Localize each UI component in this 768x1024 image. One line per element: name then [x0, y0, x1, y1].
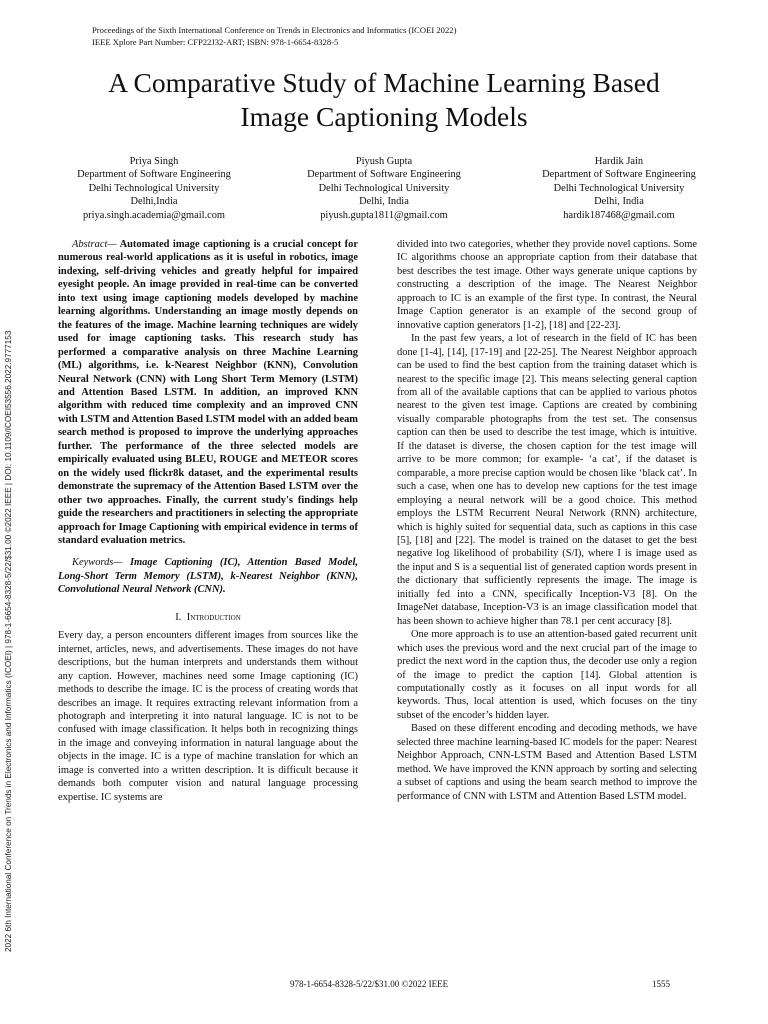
abstract-text: Automated image captioning is a crucial concept for numerous real-world applications as it is useful in robotics, image indexing, self-driving vehicles and greatly helpful for impaired eyesight people. An image provided in real-time can be converted into text using image captioning models developed by machine learning algorithms. Understanding an image mostly depends on the features of the image. Machine learning techniques are widely used for image captioning tasks. This research study has performed a comparative analysis on three Machine Learning (ML) algorithms, i.e. k-Nearest Neighbor (KNN), Convolution Neural Network (CNN) with Long Short Term Memory (LSTM) and Attention Based LSTM. In addition, an improved KNN algorithm with reduced time complexity and an improved CNN with LSTM and Attention Based LSTM model with an added beam search method is proposed to improve the underlying approaches further. The performance of the three selected models are empirically evaluated using BLEU, ROUGE and METEOR scores on the widely used flickr8k dataset, and the experimental results demonstrate the supremacy of the Attention Based LSTM over the other two approaches. Finally, the current study's findings help guide the researchers and practitioners in selecting the appropriate approach for Image Captioning with empirical evidence in terms of standard evaluation metrics. — [58, 239, 358, 546]
author-email: hardik187468@gmail.com — [563, 209, 675, 221]
author-department: Department of Software Engineering — [542, 169, 696, 181]
author-university: Delhi Technological University — [318, 182, 450, 194]
author-university: Delhi Technological University — [553, 182, 685, 194]
author-location: Delhi,India — [130, 196, 178, 208]
author-university: Delhi Technological University — [88, 182, 220, 194]
body-paragraph: Based on these different encoding and decoding methods, we have selected three machine learning-based IC models for the paper: Nearest Neighbor Approach, CNN-LSTM Based and Attention Based LSTM method. We have improved the KNN approach by sorting and selecting a subset of captions and using the beam search method to improve the performance of CNN with LSTM and Attention Based LSTM model. — [397, 723, 697, 802]
author-name: Priya Singh — [129, 156, 179, 167]
conference-header — [92, 24, 456, 49]
body-paragraph: divided into two categories, whether they provide novel captions. Some IC algorithms choose an appropriate caption from their database that best describes the test image. Other ways generate unique captions by constructing a description of the image. The Nearest Neighbor approach to IC is an example of the first type. In contrast, the Neural Image Caption generator is an example of the second group of innovative caption generators [1-2], [18] and [22-23]. — [397, 239, 697, 331]
page-number: 1555 — [652, 979, 670, 989]
doi-sidebar: 2022 6th International Conference on Trends in Electronics and Informatics (ICOEI) | 978-1-6654-8328-5/22/$31.00 ©2022 IEEE | DOI: 10.1109/ICOEI53556.2022.9777153 — [4, 330, 13, 952]
left-column — [58, 238, 358, 804]
title-line-2: Image Captioning Models — [240, 101, 528, 132]
section-title: Introduction — [186, 611, 241, 623]
part-number-line: IEEE Xplore Part Number: CFP22J32-ART; ISBN: 978-1-6654-8328-5 — [92, 37, 339, 48]
author-block — [44, 155, 264, 222]
body-paragraph: One more approach is to use an attention-based gated recurrent unit which uses the previous word and the next crucial part of the image to predict the next word in the caption thus, the decoder use only a region of the image to predict the caption [14]. Global attention is computationally costly as it focuses on all input words for all keywords. Thus, local attention is used, which focuses on the tiny subset of the encoder’s hidden layer. — [397, 629, 697, 721]
author-block — [509, 155, 729, 222]
footer-copyright: 978-1-6654-8328-5/22/$31.00 ©2022 IEEE — [290, 979, 449, 989]
author-location: Delhi, India — [594, 196, 644, 208]
section-heading — [58, 611, 358, 624]
abstract — [58, 238, 358, 547]
keywords — [58, 556, 358, 596]
section-numeral: I. — [175, 611, 182, 623]
proceedings-line: Proceedings of the Sixth International Conference on Trends in Electronics and Informatics (ICOEI 2022) — [92, 25, 457, 35]
right-column — [397, 238, 697, 803]
abstract-lead: Abstract— — [72, 239, 117, 250]
body-paragraph: In the past few years, a lot of research in the field of IC has been done [1-4], [14], [17-19] and [22-25]. The Nearest Neighbor approach can be used to find the best caption from the training dataset which is nearest to the specific image [2]. This means selecting general caption from all of the available captions that can be applied to various photos nearest to the given test image. Captions are created by combining visually comparable photographs from the test set. The consensus caption can then be used to describe the test image, which is intuitive. If the dataset is diverse, the chosen caption for the test image will arrive to be more common; for example- ‘a cat’, if the dataset is comparable, a more precise caption would be chosen like ‘black cat’. In such a case, when one has to develop new captions for the test image employing a neural network will be a good choice. This method employs the LSTM Recurrent Neural Network (RNN) architecture, which is highly suited for sequential data, such as captions in this case [5], [18] and [22]. The model is trained on the dataset to get the best negative log likelihood of probability (S/I), where I is image used as the input and S is a sequential list of generated caption words present in the dictionary that sufficiently represents the image. The image is initially fed into a CNN, specifically Inception-V3 [8]. On the ImageNet database, Inception-V3 is an image classification model that has been shown to achieve higher than 78.1 per cent accuracy [8]. — [397, 333, 697, 627]
author-block — [274, 155, 494, 222]
title-line-1: A Comparative Study of Machine Learning Based — [108, 67, 660, 98]
author-location: Delhi, India — [359, 196, 409, 208]
author-email: priya.singh.academia@gmail.com — [82, 209, 225, 221]
keywords-text: Image Captioning (IC), Attention Based Model, Long-Short Term Memory (LSTM), k-Nearest Neighbor (KNN), Convolutional Neural Network (CNN). — [58, 557, 358, 596]
author-department: Department of Software Engineering — [77, 169, 231, 181]
author-email: piyush.gupta1811@gmail.com — [320, 209, 448, 221]
author-department: Department of Software Engineering — [307, 169, 461, 181]
author-name: Piyush Gupta — [355, 156, 413, 167]
body-paragraph: Every day, a person encounters different images from sources like the internet, articles, news, and advertisements. These images do not have descriptions, but the human interprets and understands them without any caption. However, machines need some Image captioning (IC) methods to describe the image. IC is the process of creating words that describes an image. It requires extracting relevant information from a photograph and interpreting it into natural language. IC is not to be confused with image classification. It helps both in recognizing things in the image and conveying information in natural language about the objects in the image. IC is a type of machine translation for which an image is converted into a written description. It is difficult because it demands both computer vision and natural language processing expertise. IC systems are — [58, 630, 358, 803]
author-name: Hardik Jain — [594, 156, 644, 167]
paper-title — [0, 66, 768, 134]
keywords-lead: Keywords— — [72, 557, 123, 569]
